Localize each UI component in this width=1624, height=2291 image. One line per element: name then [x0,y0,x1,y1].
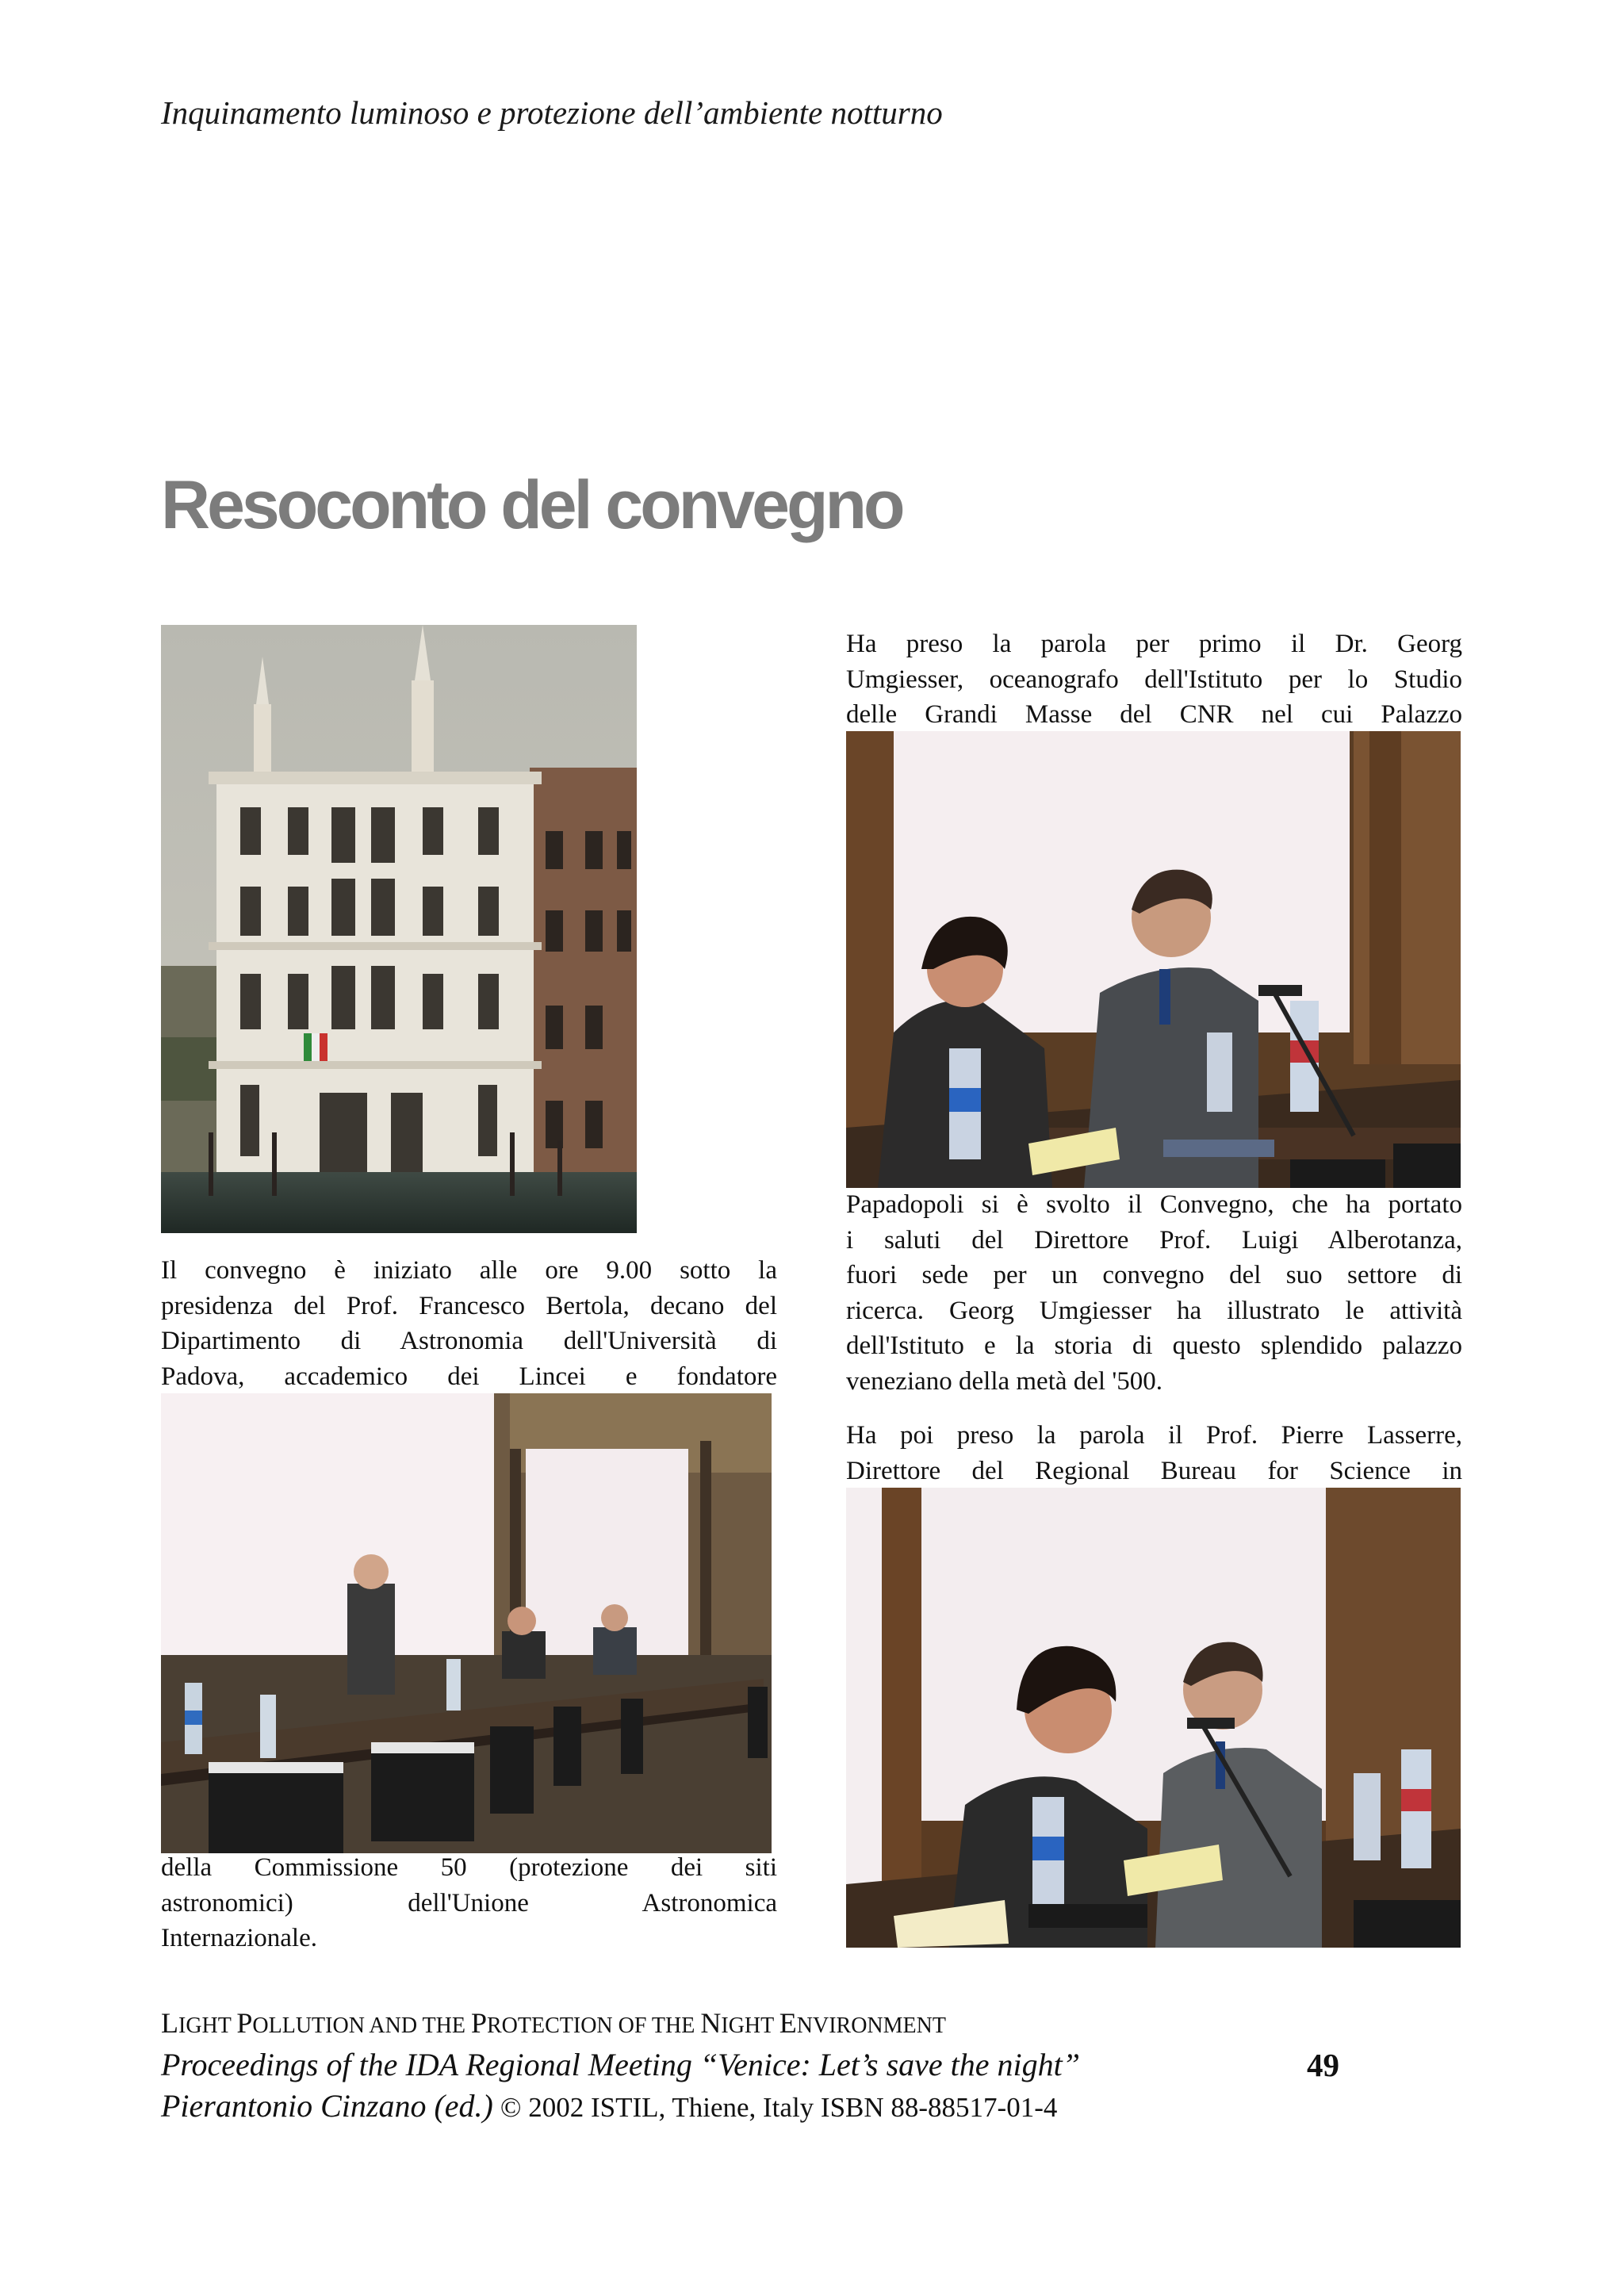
footer-editor: Pierantonio Cinzano (ed.) [161,2088,493,2124]
photo-umgiesser-speaking [846,731,1461,1188]
footer-series-title [161,2006,946,2040]
para-convegno-cont-line-3: Internazionale. [161,1924,317,1952]
footer-series-rest-4: IGHT [721,2013,779,2038]
para-papadopoli-line-2: i saluti del Direttore Prof. Luigi Alberotanza, [846,1225,1462,1255]
photo-lasserre-speaking [846,1488,1461,1948]
para-papadopoli-line-3: fuori sede per un convegno del suo settore di [846,1261,1462,1289]
para-convegno-line-2: presidenza del Prof. Francesco Bertola, decano del [161,1291,777,1320]
running-header: Inquinamento luminoso e protezione dell’ambiente notturno [161,94,943,131]
para-convegno-cont-line-2: astronomici) dell'Unione Astronomica [161,1888,777,1917]
page-number: 49 [1307,2047,1339,2083]
photo-palazzo [161,625,637,1233]
footer-series-cap-2: P [236,2007,253,2039]
para-papadopoli-line-6: veneziano della metà del '500. [846,1366,1163,1396]
para-umgiesser-line-2: Umgiesser, oceanografo dell'Istituto per lo Studio [846,665,1462,694]
photo-bertola-speaking [161,1393,772,1853]
para-papadopoli-line-1: Papadopoli si è svolto il Convegno, che ha portato [846,1190,1462,1219]
para-lasserre-line-1: Ha poi preso la parola il Prof. Pierre Lasserre, [846,1421,1462,1450]
para-umgiesser-line-3: delle Grandi Masse del CNR nel cui Palazzo [846,700,1462,729]
footer-series-rest-2: OLLUTION AND THE [252,2013,471,2038]
footer-series-cap-1: L [161,2007,178,2039]
para-convegno-line-3: Dipartimento di Astronomia dell'Università di [161,1327,777,1355]
footer-citation [161,2087,1057,2124]
footer-proceedings: Proceedings of the IDA Regional Meeting “Venice: Let’s save the night” [161,2047,1081,2082]
para-umgiesser-line-1: Ha preso la parola per primo il Dr. Georg [846,630,1462,658]
footer-series-rest-3: ROTECTION OF THE [487,2013,701,2038]
article-title: Resoconto del convegno [161,467,902,543]
footer-series-rest-5: NVIRONMENT [796,2013,946,2038]
para-convegno-cont-line-1: della Commissione 50 (protezione dei siti [161,1853,777,1882]
para-lasserre-line-2: Direttore del Regional Bureau for Science in [846,1456,1462,1485]
para-convegno-line-1: Il convegno è iniziato alle ore 9.00 sotto la [161,1256,777,1285]
para-papadopoli-line-5: dell'Istituto e la storia di questo splendido palazzo [846,1331,1462,1360]
footer-series-cap-5: E [779,2007,797,2039]
footer-copyright: © 2002 ISTIL, Thiene, Italy ISBN 88-88517-01-4 [500,2092,1058,2123]
footer-series-cap-3: P [470,2007,487,2039]
footer-series-rest-1: IGHT [178,2013,237,2038]
para-papadopoli-line-4: ricerca. Georg Umgiesser ha illustrato le attività [846,1296,1462,1325]
footer-series-cap-4: N [700,2007,722,2039]
para-convegno-line-4: Padova, accademico dei Lincei e fondatore [161,1362,777,1391]
